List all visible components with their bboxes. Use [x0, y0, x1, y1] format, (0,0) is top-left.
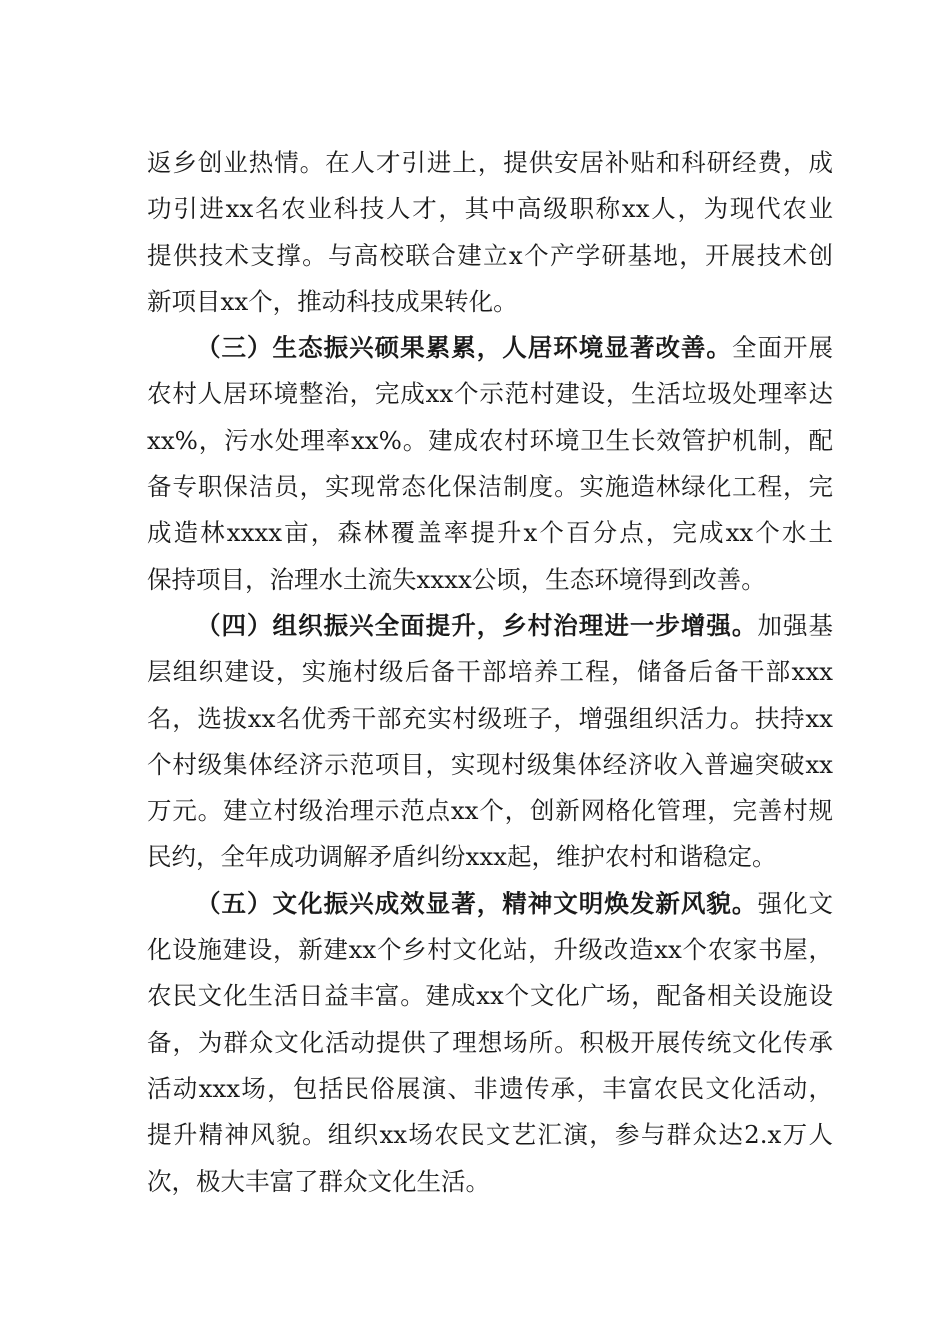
paragraph-organization	[147, 603, 833, 881]
text-line: 层组织建设，实施村级后备干部培养工程，储备后备干部xxx	[147, 657, 833, 687]
text-line: xx%，污水处理率xx%。建成农村环境卫生长效管护机制，配	[147, 425, 833, 455]
text-line: 名，选拔xx名优秀干部充实村级班子，增强组织活力。扶持xx	[147, 703, 833, 733]
text-line: 化设施建设，新建xx个乡村文化站，升级改造xx个农家书屋，	[147, 935, 833, 965]
text-line: 农民文化生活日益丰富。建成xx个文化广场，配备相关设施设	[147, 981, 833, 1011]
text-line: 提供技术支撑。与高校联合建立x个产学研基地，开展技术创	[147, 240, 833, 270]
section-heading-4: （四）组织振兴全面提升，乡村治理进一步增强。	[196, 610, 758, 640]
text-line: 功引进xx名农业科技人才，其中高级职称xx人，为现代农业	[147, 194, 833, 224]
text-line: 活动xxx场，包括民俗展演、非遗传承，丰富农民文化活动，	[147, 1073, 833, 1103]
text-line: 万元。建立村级治理示范点xx个，创新网格化管理，完善村规	[147, 796, 833, 826]
text-line: 返乡创业热情。在人才引进上，提供安居补贴和科研经费，成	[147, 148, 833, 177]
text-run: 强化文	[757, 888, 834, 918]
text-line	[147, 325, 833, 371]
paragraph-ecology	[147, 325, 833, 603]
text-line: 民约，全年成功调解矛盾纠纷xxx起，维护农村和谐稳定。	[147, 842, 777, 872]
paragraph-talent	[147, 140, 833, 325]
text-line: 提升精神风貌。组织xx场农民文艺汇演，参与群众达2.x万人	[147, 1120, 833, 1150]
text-line: 农村人居环境整治，完成xx个示范村建设，生活垃圾处理率达	[147, 379, 833, 409]
text-line: 备专职保洁员，实现常态化保洁制度。实施造林绿化工程，完	[147, 472, 833, 502]
text-line: 次，极大丰富了群众文化生活。	[147, 1166, 490, 1196]
section-heading-5: （五）文化振兴成效显著，精神文明焕发新风貌。	[196, 888, 758, 918]
text-line: 成造林xxxx亩，森林覆盖率提升x个百分点，完成xx个水土	[147, 518, 833, 548]
text-line	[147, 603, 833, 649]
text-line: 新项目xx个，推动科技成果转化。	[147, 286, 518, 316]
text-line	[147, 881, 833, 927]
text-run: 全面开展	[731, 333, 833, 363]
document-body	[147, 140, 833, 1205]
text-run: 加强基	[757, 610, 834, 640]
paragraph-culture	[147, 881, 833, 1205]
section-heading-3: （三）生态振兴硕果累累，人居环境显著改善。	[196, 333, 732, 363]
text-line: 备，为群众文化活动提供了理想场所。积极开展传统文化传承	[147, 1027, 833, 1057]
text-line: 个村级集体经济示范项目，实现村级集体经济收入普遍突破xx	[147, 749, 833, 779]
text-line: 保持项目，治理水土流失xxxx公顷，生态环境得到改善。	[147, 564, 766, 594]
